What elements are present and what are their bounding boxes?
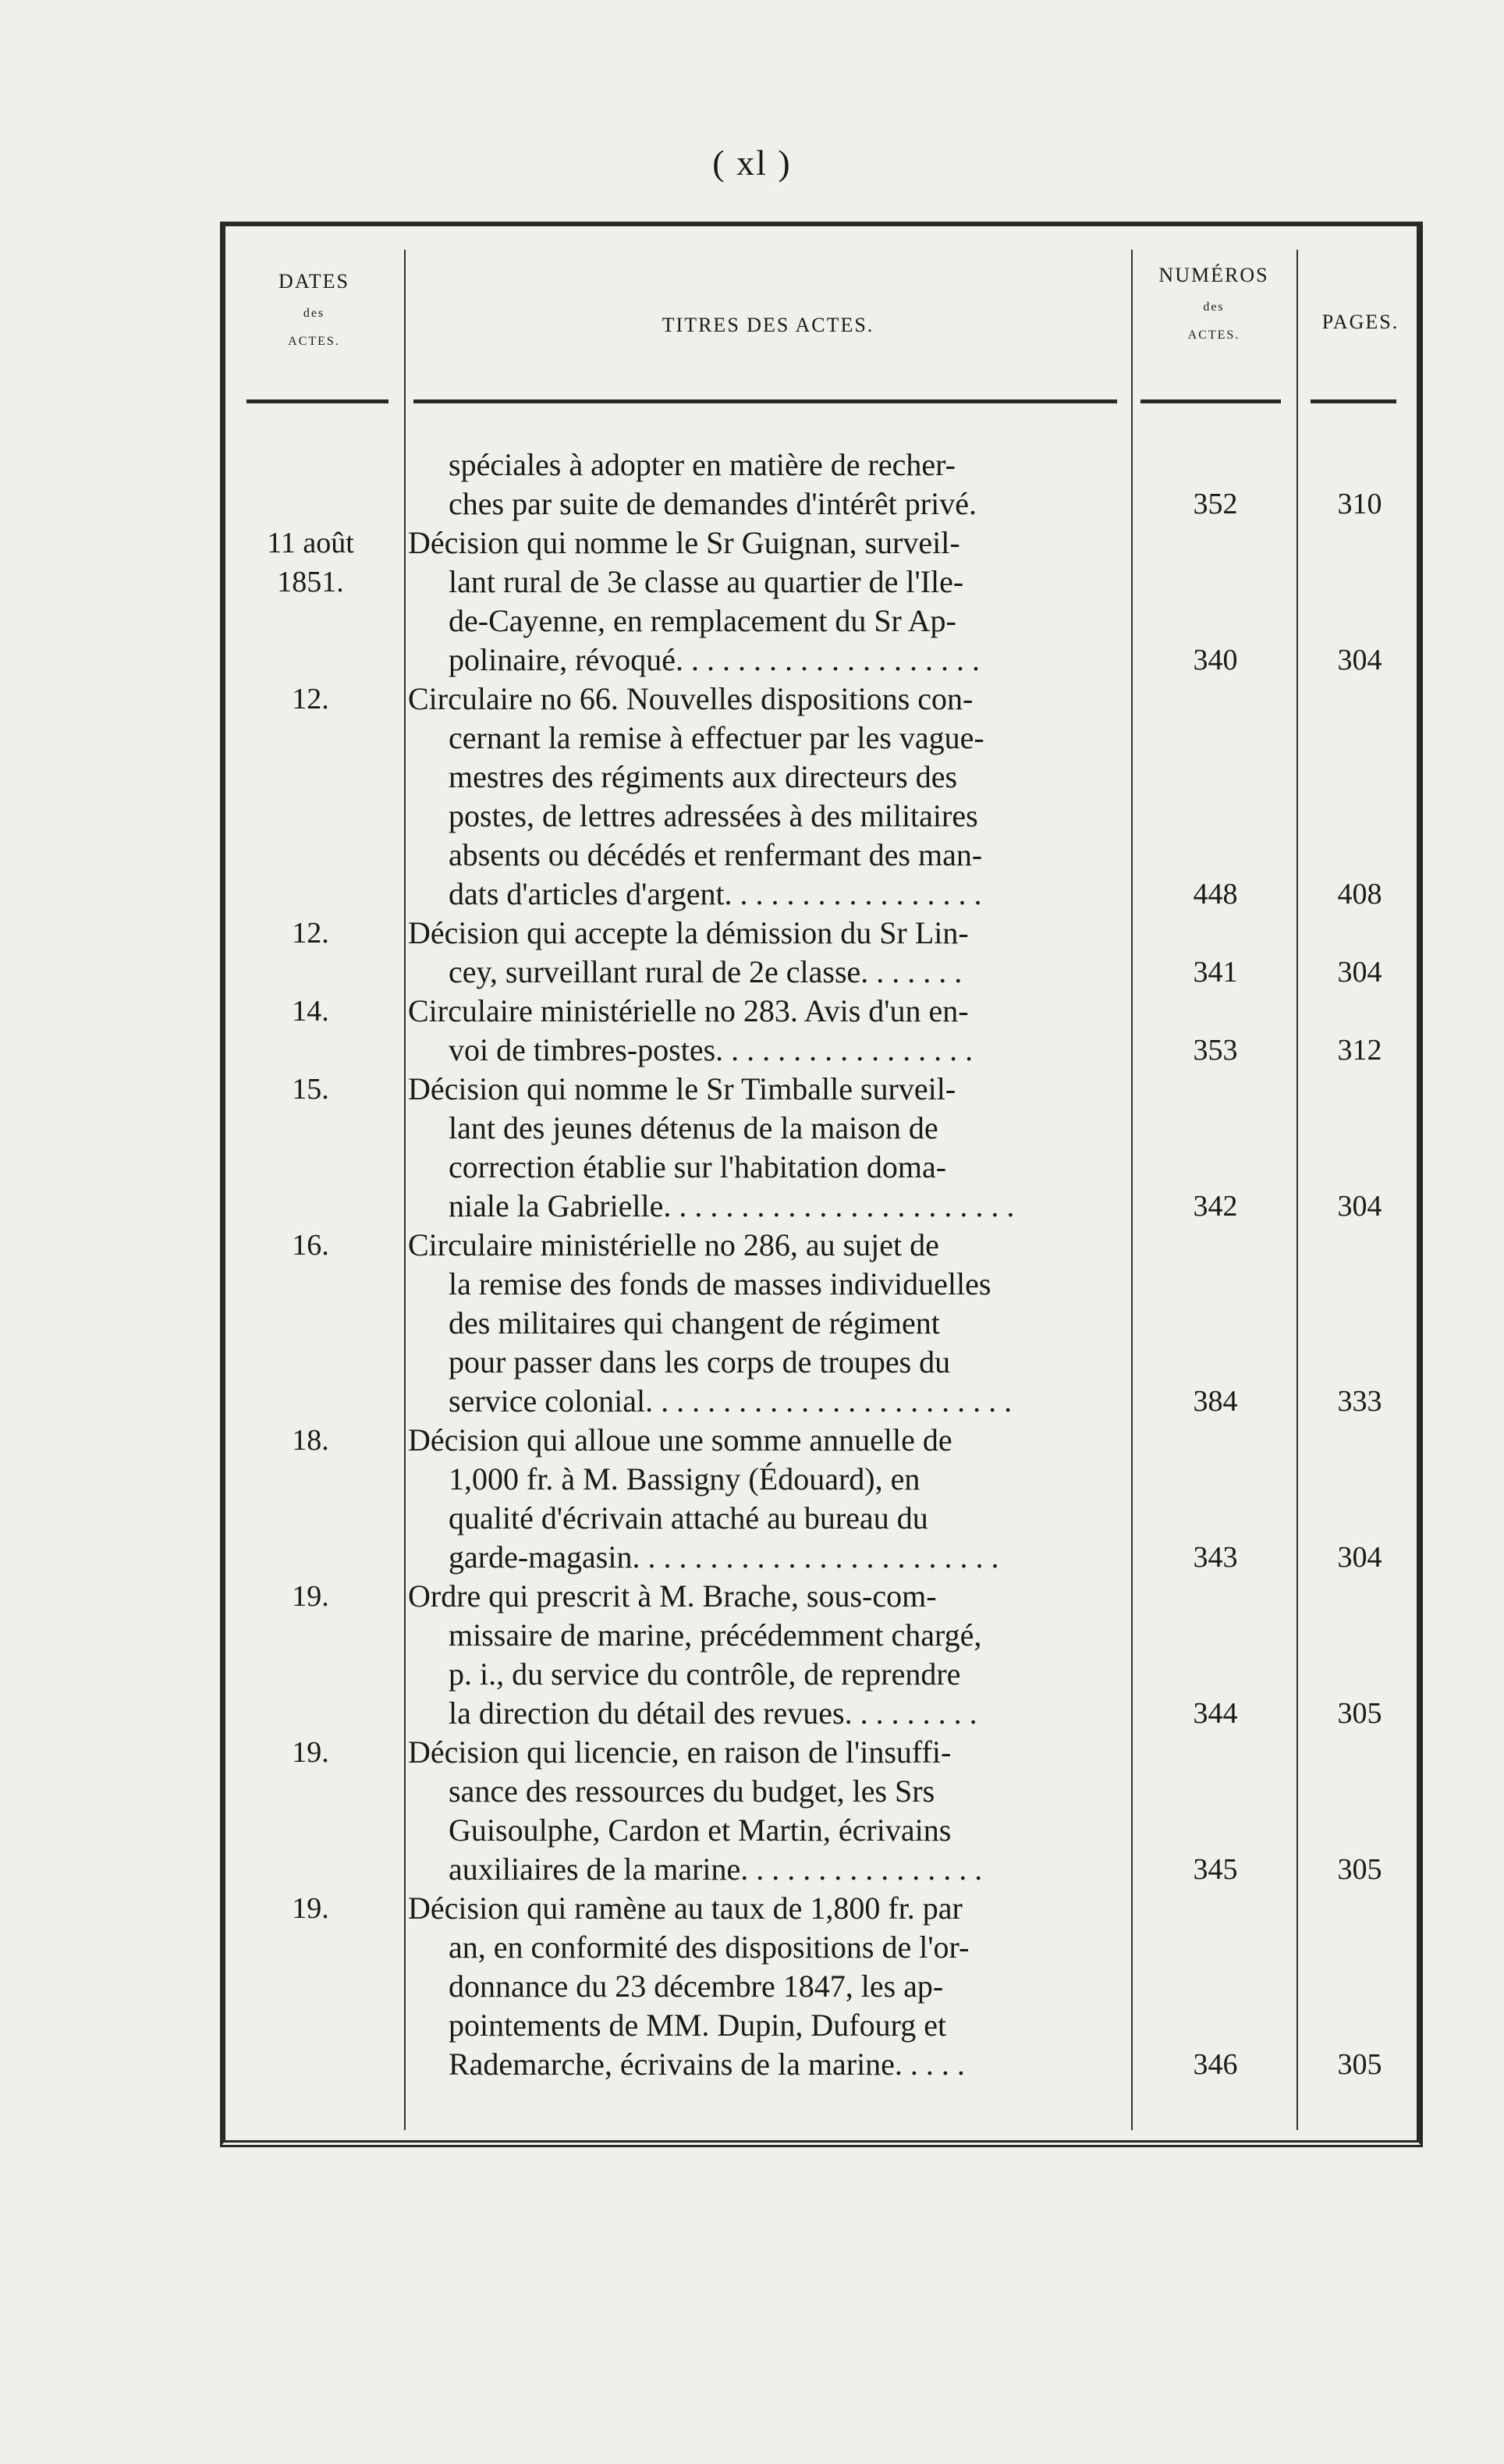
act-title: [408, 1577, 1126, 1733]
act-page: 305: [1337, 1697, 1382, 1730]
column-divider-titles: [1131, 250, 1133, 2130]
title-line: la direction du détail des revues. . . . . . . . .: [449, 1695, 977, 1731]
act-page: 408: [1337, 878, 1382, 911]
title-line: service colonial. . . . . . . . . . . . . . . . . . . . . . . .: [449, 1383, 1013, 1418]
act-date: 19.: [292, 1892, 329, 1925]
title-line: p. i., du service du contrôle, de reprendre: [449, 1656, 961, 1692]
act-number: 352: [1193, 488, 1238, 520]
title-line: qualité d'écrivain attaché au bureau du: [449, 1500, 928, 1536]
title-line: voi de timbres-postes. . . . . . . . . . . . . . . . .: [449, 1032, 974, 1067]
act-page: 304: [1337, 644, 1382, 676]
title-line: lant rural de 3e classe au quartier de l'Ile-: [449, 564, 964, 599]
act-number: 341: [1193, 956, 1238, 989]
title-line: niale la Gabrielle. . . . . . . . . . . . . . . . . . . . . . .: [449, 1188, 1015, 1223]
header-numeros-line1: NUMÉROS: [1158, 264, 1269, 286]
act-title: [408, 446, 1126, 524]
title-line: donnance du 23 décembre 1847, les ap-: [449, 1969, 944, 2004]
title-line: pour passer dans les corps de troupes du: [449, 1344, 951, 1379]
title-line: sance des ressources du budget, les Srs: [449, 1773, 935, 1809]
act-number: 384: [1193, 1385, 1238, 1418]
act-title: [408, 1421, 1126, 1577]
header-dates: [226, 272, 402, 348]
act-number: 343: [1193, 1541, 1238, 1574]
header-numeros: [1133, 265, 1295, 342]
title-line: Ordre qui prescrit à M. Brache, sous-com-: [408, 1578, 937, 1614]
act-number: 353: [1193, 1034, 1238, 1067]
title-line: cernant la remise à effectuer par les vague-: [449, 720, 984, 755]
title-line: Décision qui ramène au taux de 1,800 fr. par: [408, 1891, 963, 1926]
act-title: [408, 1226, 1126, 1421]
act-date: 12.: [292, 683, 329, 715]
header-titles-label: TITRES DES ACTES.: [662, 314, 874, 336]
header-rule-pages: [1311, 399, 1396, 403]
act-date: 19.: [292, 1580, 329, 1613]
title-line: Rademarche, écrivains de la marine. . . . .: [449, 2047, 965, 2082]
act-title: [408, 524, 1126, 680]
title-line: de-Cayenne, en remplacement du Sr Ap-: [449, 603, 956, 638]
title-line: Décision qui accepte la démission du Sr Lin-: [408, 915, 969, 950]
act-page: 305: [1337, 2048, 1382, 2081]
act-title: [408, 1070, 1126, 1226]
act-number: 342: [1193, 1190, 1238, 1223]
act-date-day: 11 août: [267, 527, 354, 559]
act-date: [225, 524, 396, 602]
header-numeros-line2: des: [1203, 300, 1225, 314]
title-line: garde-magasin. . . . . . . . . . . . . . . . . . . . . . . .: [449, 1539, 999, 1575]
title-line: des militaires qui changent de régiment: [449, 1305, 940, 1340]
act-number: 346: [1193, 2048, 1238, 2081]
act-date: 19.: [292, 1736, 329, 1769]
act-number: 448: [1193, 878, 1238, 911]
title-line: postes, de lettres adressées à des militaires: [449, 798, 978, 833]
header-rule-titles: [413, 399, 1117, 403]
header-rule-numeros: [1140, 399, 1281, 403]
act-title: [408, 914, 1126, 992]
act-date-year: 1851.: [277, 566, 344, 598]
title-line: cey, surveillant rural de 2e classe. . . . . . .: [449, 954, 963, 989]
act-page: 304: [1337, 1190, 1382, 1223]
header-dates-line3: ACTES.: [288, 335, 340, 348]
title-line: Circulaire ministérielle no 283. Avis d'un en-: [408, 993, 969, 1028]
title-line: mestres des régiments aux directeurs des: [449, 759, 958, 794]
header-rule-dates: [247, 399, 388, 403]
header-dates-line1: DATES: [278, 270, 349, 293]
header-titles: [407, 315, 1129, 336]
act-title: [408, 1889, 1126, 2084]
title-line: Décision qui nomme le Sr Timballe surveil-: [408, 1071, 956, 1106]
act-date: 14.: [292, 995, 329, 1028]
title-line: Guisoulphe, Cardon et Martin, écrivains: [449, 1812, 952, 1848]
title-line: spéciales à adopter en matière de recher-: [449, 447, 956, 482]
title-line: Décision qui nomme le Sr Guignan, surveil-: [408, 525, 960, 560]
title-line: dats d'articles d'argent. . . . . . . . . . . . . . . . .: [449, 876, 982, 911]
act-number: 345: [1193, 1853, 1238, 1886]
column-divider-dates: [404, 250, 406, 2130]
title-line: Circulaire ministérielle no 286, au sujet de: [408, 1227, 939, 1262]
act-title: [408, 1733, 1126, 1889]
title-line: an, en conformité des dispositions de l'or-: [449, 1930, 970, 1965]
title-line: absents ou décédés et renfermant des man-: [449, 837, 983, 872]
title-line: correction établie sur l'habitation doma-: [449, 1149, 947, 1184]
act-date: 12.: [292, 917, 329, 950]
title-line: lant des jeunes détenus de la maison de: [449, 1110, 938, 1145]
act-page: 305: [1337, 1853, 1382, 1886]
act-date: 15.: [292, 1073, 329, 1106]
act-page: 333: [1337, 1385, 1382, 1418]
title-line: polinaire, révoqué. . . . . . . . . . . . . . . . . . . .: [449, 642, 980, 677]
title-line: la remise des fonds de masses individuelles: [449, 1266, 991, 1301]
header-pages: [1298, 312, 1423, 332]
act-page: 310: [1337, 488, 1382, 520]
act-date: 16.: [292, 1229, 329, 1262]
title-line: Décision qui alloue une somme annuelle de: [408, 1422, 952, 1457]
act-page: 304: [1337, 1541, 1382, 1574]
act-page: 312: [1337, 1034, 1382, 1067]
title-line: missaire de marine, précédemment chargé,: [449, 1617, 982, 1653]
column-divider-numeros: [1296, 250, 1298, 2130]
header-numeros-line3: ACTES.: [1187, 328, 1240, 342]
title-line: auxiliaires de la marine. . . . . . . . . . . . . . . .: [449, 1852, 983, 1887]
act-number: 340: [1193, 644, 1238, 676]
title-line: pointements de MM. Dupin, Dufourg et: [449, 2008, 947, 2043]
act-number: 344: [1193, 1697, 1238, 1730]
act-title: [408, 680, 1126, 914]
act-date: 18.: [292, 1424, 329, 1457]
header-dates-line2: des: [303, 307, 325, 320]
title-line: 1,000 fr. à M. Bassigny (Édouard), en: [449, 1461, 920, 1497]
title-line: Circulaire no 66. Nouvelles dispositions con-: [408, 681, 974, 716]
header-pages-label: PAGES.: [1321, 311, 1399, 333]
title-line: Décision qui licencie, en raison de l'insuffi-: [408, 1734, 952, 1770]
act-title: [408, 992, 1126, 1070]
page-number: ( xl ): [712, 143, 792, 183]
title-line: ches par suite de demandes d'intérêt privé.: [449, 486, 977, 521]
act-page: 304: [1337, 956, 1382, 989]
